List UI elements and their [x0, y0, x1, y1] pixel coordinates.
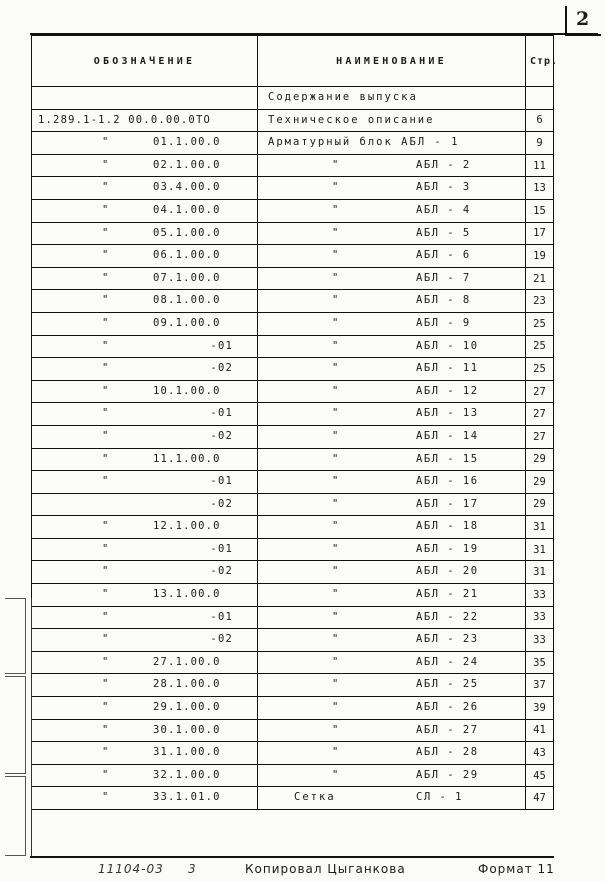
- name-cell: [258, 742, 526, 765]
- page-cell: 31: [526, 538, 554, 561]
- ditto-mark: ": [102, 452, 110, 465]
- designation-number: 04.1.00.0: [153, 203, 221, 216]
- designation-number: 13.1.00.0: [153, 588, 221, 601]
- name-cell: [258, 606, 526, 629]
- designation-cell: [32, 651, 258, 674]
- designation-cell: [32, 697, 258, 720]
- page-cell: [526, 87, 554, 110]
- name-cell: [258, 651, 526, 674]
- ditto-mark: ": [332, 701, 340, 714]
- designation-cell: [32, 719, 258, 742]
- table-header-row: [32, 36, 554, 87]
- designation-suffix: -02: [210, 429, 233, 442]
- name-cell: [258, 154, 526, 177]
- page-cell: 13: [526, 177, 554, 200]
- designation-suffix: -02: [210, 497, 233, 510]
- ditto-mark: ": [102, 226, 110, 239]
- ditto-mark: ": [102, 746, 110, 759]
- designation-cell: [32, 245, 258, 268]
- page-cell: 33: [526, 584, 554, 607]
- table-row: [32, 222, 554, 245]
- item-label: АБЛ - 27: [416, 723, 479, 736]
- designation-suffix: -01: [210, 407, 233, 420]
- ditto-mark: ": [332, 226, 340, 239]
- item-title: Содержание выпуска: [268, 91, 418, 103]
- name-cell: [258, 222, 526, 245]
- ditto-mark: ": [332, 768, 340, 781]
- table-row: [32, 471, 554, 494]
- page-header: Стр.: [526, 36, 554, 87]
- ditto-mark: ": [102, 339, 110, 352]
- ditto-mark: ": [332, 678, 340, 691]
- table-row: [32, 312, 554, 335]
- page-cell: 17: [526, 222, 554, 245]
- name-cell: [258, 358, 526, 381]
- ditto-mark: ": [332, 339, 340, 352]
- ditto-mark: ": [332, 452, 340, 465]
- name-cell: [258, 493, 526, 516]
- item-label: АБЛ - 28: [416, 746, 479, 759]
- item-label: СЛ - 1: [416, 791, 463, 804]
- designation-cell: [32, 312, 258, 335]
- page-cell: 37: [526, 674, 554, 697]
- name-cell: [258, 787, 526, 810]
- table-row: [32, 403, 554, 426]
- ditto-mark: ": [102, 565, 110, 578]
- table-row: [32, 245, 554, 268]
- designation-number: 10.1.00.0: [153, 384, 221, 397]
- ditto-mark: ": [102, 475, 110, 488]
- table-row: [32, 358, 554, 381]
- name-cell: [258, 380, 526, 403]
- name-cell: [258, 199, 526, 222]
- page-cell: 25: [526, 312, 554, 335]
- item-label: АБЛ - 20: [416, 565, 479, 578]
- item-label: АБЛ - 9: [416, 316, 471, 329]
- designation-suffix: -01: [210, 339, 233, 352]
- designation-number: 05.1.00.0: [153, 226, 221, 239]
- designation-number: 01.1.00.0: [153, 136, 221, 149]
- ditto-mark: ": [332, 181, 340, 194]
- designation-cell: [32, 606, 258, 629]
- bottom-border: [30, 856, 554, 858]
- item-label: АБЛ - 17: [416, 497, 479, 510]
- ditto-mark: ": [102, 655, 110, 668]
- table-row: [32, 177, 554, 200]
- designation-cell: [32, 403, 258, 426]
- table-row: [32, 719, 554, 742]
- table-row: [32, 538, 554, 561]
- designation-number: 11.1.00.0: [153, 452, 221, 465]
- table-row: [32, 516, 554, 539]
- item-label: АБЛ - 19: [416, 542, 479, 555]
- ditto-mark: ": [332, 588, 340, 601]
- item-label: АБЛ - 24: [416, 655, 479, 668]
- designation-cell: [32, 493, 258, 516]
- page-cell: 27: [526, 403, 554, 426]
- page-cell: 31: [526, 516, 554, 539]
- designation-cell: [32, 358, 258, 381]
- page-cell: 29: [526, 493, 554, 516]
- page-cell: 45: [526, 764, 554, 787]
- table-row: [32, 674, 554, 697]
- ditto-mark: ": [102, 633, 110, 646]
- stamp-cell: [5, 598, 26, 674]
- name-cell: [258, 719, 526, 742]
- table-row: [32, 335, 554, 358]
- name-cell: [258, 584, 526, 607]
- designation-cell: [32, 584, 258, 607]
- table-row: [32, 109, 554, 132]
- page-cell: 31: [526, 561, 554, 584]
- designation-number: 32.1.00.0: [153, 768, 221, 781]
- designation-number: 31.1.00.0: [153, 746, 221, 759]
- designation-cell: [32, 448, 258, 471]
- ditto-mark: ": [332, 655, 340, 668]
- name-cell: [258, 471, 526, 494]
- designation-cell: [32, 471, 258, 494]
- ditto-mark: ": [102, 316, 110, 329]
- designation-header: ОБОЗНАЧЕНИЕ: [32, 36, 258, 87]
- ditto-mark: ": [332, 475, 340, 488]
- page-cell: 33: [526, 606, 554, 629]
- item-label: АБЛ - 10: [416, 339, 479, 352]
- page-cell: 33: [526, 629, 554, 652]
- designation-cell: [32, 538, 258, 561]
- ditto-mark: ": [102, 407, 110, 420]
- ditto-mark: ": [102, 294, 110, 307]
- ditto-mark: ": [102, 158, 110, 171]
- page-cell: 15: [526, 199, 554, 222]
- item-label: АБЛ - 15: [416, 452, 479, 465]
- ditto-mark: ": [332, 249, 340, 262]
- designation-cell: [32, 516, 258, 539]
- page-cell: 41: [526, 719, 554, 742]
- item-label: АБЛ - 18: [416, 520, 479, 533]
- ditto-mark: ": [332, 542, 340, 555]
- name-cell: [258, 109, 526, 132]
- page-cell: 27: [526, 380, 554, 403]
- ditto-mark: ": [102, 768, 110, 781]
- designation-suffix: -01: [210, 475, 233, 488]
- page-cell: 21: [526, 267, 554, 290]
- designation-cell: [32, 290, 258, 313]
- ditto-mark: ": [332, 746, 340, 759]
- paper-format: Формат 11: [478, 862, 555, 876]
- ditto-mark: ": [102, 610, 110, 623]
- table-row: [32, 267, 554, 290]
- name-cell: [258, 267, 526, 290]
- designation-number: 33.1.01.0: [153, 791, 221, 804]
- table-row: [32, 742, 554, 765]
- item-label: АБЛ - 23: [416, 633, 479, 646]
- designation-cell: [32, 787, 258, 810]
- designation-suffix: -02: [210, 565, 233, 578]
- name-cell: [258, 335, 526, 358]
- page-cell: 35: [526, 651, 554, 674]
- ditto-mark: ": [332, 158, 340, 171]
- table-row: [32, 584, 554, 607]
- ditto-mark: ": [102, 678, 110, 691]
- ditto-mark: ": [332, 294, 340, 307]
- designation-suffix: -01: [210, 610, 233, 623]
- ditto-mark: ": [102, 384, 110, 397]
- ditto-mark: ": [102, 271, 110, 284]
- page-cell: 25: [526, 358, 554, 381]
- name-cell: [258, 132, 526, 155]
- page-cell: 11: [526, 154, 554, 177]
- designation-cell: [32, 177, 258, 200]
- left-margin-stamp: [5, 598, 32, 856]
- stamp-cell: [5, 676, 26, 774]
- page-cell: 23: [526, 290, 554, 313]
- designation-number: 09.1.00.0: [153, 316, 221, 329]
- name-cell: [258, 87, 526, 110]
- designation-cell: [32, 109, 258, 132]
- ditto-mark: ": [332, 271, 340, 284]
- ditto-mark: ": [332, 610, 340, 623]
- ditto-mark: ": [332, 203, 340, 216]
- designation-cell: [32, 425, 258, 448]
- designation-cell: [32, 335, 258, 358]
- ditto-mark: ": [102, 181, 110, 194]
- name-cell: [258, 290, 526, 313]
- name-cell: [258, 629, 526, 652]
- name-cell: [258, 674, 526, 697]
- page-cell: 43: [526, 742, 554, 765]
- designation-number: 27.1.00.0: [153, 655, 221, 668]
- name-cell: [258, 312, 526, 335]
- designation-cell: [32, 742, 258, 765]
- ditto-mark: ": [102, 136, 110, 149]
- item-label: АБЛ - 6: [416, 249, 471, 262]
- table-row: [32, 448, 554, 471]
- item-label: АБЛ - 25: [416, 678, 479, 691]
- ditto-mark: ": [332, 362, 340, 375]
- ditto-mark: ": [102, 701, 110, 714]
- ditto-mark: ": [102, 791, 110, 804]
- ditto-mark: ": [102, 362, 110, 375]
- page-cell: 39: [526, 697, 554, 720]
- designation-number: 29.1.00.0: [153, 701, 221, 714]
- designation-suffix: -01: [210, 542, 233, 555]
- page-cell: 19: [526, 245, 554, 268]
- page-cell: 47: [526, 787, 554, 810]
- item-label: АБЛ - 22: [416, 610, 479, 623]
- table-row: [32, 697, 554, 720]
- ditto-mark: ": [332, 565, 340, 578]
- designation-cell: [32, 222, 258, 245]
- item-title: Арматурный блок АБЛ - 1: [268, 136, 460, 149]
- table-row: [32, 154, 554, 177]
- name-cell: [258, 448, 526, 471]
- name-cell: [258, 561, 526, 584]
- page-number: 2: [576, 8, 590, 30]
- designation-number: 08.1.00.0: [153, 294, 221, 307]
- designation-number: 07.1.00.0: [153, 271, 221, 284]
- table-row: [32, 493, 554, 516]
- item-label: АБЛ - 7: [416, 271, 471, 284]
- item-label: АБЛ - 16: [416, 475, 479, 488]
- ditto-mark: ": [332, 723, 340, 736]
- ditto-mark: ": [332, 429, 340, 442]
- table-row: [32, 380, 554, 403]
- table-row: [32, 87, 554, 110]
- name-cell: [258, 403, 526, 426]
- ditto-mark: ": [332, 407, 340, 420]
- name-cell: [258, 697, 526, 720]
- ditto-mark: ": [102, 249, 110, 262]
- contents-rows: [32, 87, 554, 810]
- designation-cell: [32, 380, 258, 403]
- page-cell: 29: [526, 448, 554, 471]
- ditto-mark: ": [332, 633, 340, 646]
- ditto-mark: ": [332, 497, 340, 510]
- table-row: [32, 290, 554, 313]
- name-cell: [258, 425, 526, 448]
- designation-suffix: -02: [210, 362, 233, 375]
- page-cell: 29: [526, 471, 554, 494]
- item-title: Техническое описание: [268, 113, 435, 126]
- contents-table: [31, 35, 559, 810]
- designation-cell: [32, 764, 258, 787]
- item-label: АБЛ - 5: [416, 226, 471, 239]
- ditto-mark: ": [332, 384, 340, 397]
- ditto-mark: ": [102, 723, 110, 736]
- designation-number: 30.1.00.0: [153, 723, 221, 736]
- item-prefix: Сетка: [294, 791, 336, 804]
- name-cell: [258, 538, 526, 561]
- designation-cell: [32, 154, 258, 177]
- ditto-mark: ": [102, 588, 110, 601]
- table-row: [32, 606, 554, 629]
- item-label: АБЛ - 2: [416, 158, 471, 171]
- table-row: [32, 651, 554, 674]
- name-header: НАИМЕНОВАНИЕ: [258, 36, 526, 87]
- stamp-cell: [5, 776, 26, 856]
- item-label: АБЛ - 12: [416, 384, 479, 397]
- ditto-mark: ": [102, 429, 110, 442]
- page-cell: 25: [526, 335, 554, 358]
- designation-cell: [32, 87, 258, 110]
- table-row: [32, 425, 554, 448]
- table-row: [32, 629, 554, 652]
- designation-cell: [32, 199, 258, 222]
- item-label: АБЛ - 13: [416, 407, 479, 420]
- page-cell: 6: [526, 109, 554, 132]
- designation-cell: [32, 561, 258, 584]
- item-label: АБЛ - 26: [416, 701, 479, 714]
- table-row: [32, 561, 554, 584]
- name-cell: [258, 516, 526, 539]
- designation-cell: [32, 674, 258, 697]
- name-cell: [258, 177, 526, 200]
- ditto-mark: ": [102, 542, 110, 555]
- item-label: АБЛ - 4: [416, 203, 471, 216]
- ditto-mark: ": [332, 316, 340, 329]
- designation-cell: [32, 267, 258, 290]
- designation-number: 02.1.00.0: [153, 158, 221, 171]
- designation-number: 06.1.00.0: [153, 249, 221, 262]
- table-row: [32, 764, 554, 787]
- table-row: [32, 787, 554, 810]
- designation-cell: [32, 629, 258, 652]
- table-row: [32, 199, 554, 222]
- item-label: АБЛ - 11: [416, 362, 479, 375]
- designation-number: 28.1.00.0: [153, 678, 221, 691]
- page-cell: 27: [526, 425, 554, 448]
- item-label: АБЛ - 8: [416, 294, 471, 307]
- designation-number: 03.4.00.0: [153, 181, 221, 194]
- item-label: АБЛ - 3: [416, 181, 471, 194]
- designation-full: 1.289.1-1.2 00.0.00.0ТО: [38, 113, 211, 126]
- ditto-mark: ": [332, 520, 340, 533]
- table-row: [32, 132, 554, 155]
- page-cell: 9: [526, 132, 554, 155]
- inventory-number: 11104-03: [98, 862, 164, 876]
- ditto-mark: ": [102, 520, 110, 533]
- designation-suffix: -02: [210, 633, 233, 646]
- item-label: АБЛ - 21: [416, 588, 479, 601]
- designation-cell: [32, 132, 258, 155]
- item-label: АБЛ - 14: [416, 429, 479, 442]
- copied-by: Копировал Цыганкова: [245, 862, 406, 876]
- designation-number: 12.1.00.0: [153, 520, 221, 533]
- ditto-mark: ": [102, 203, 110, 216]
- item-label: АБЛ - 29: [416, 768, 479, 781]
- name-cell: [258, 764, 526, 787]
- name-cell: [258, 245, 526, 268]
- sheet-number: 3: [188, 862, 196, 876]
